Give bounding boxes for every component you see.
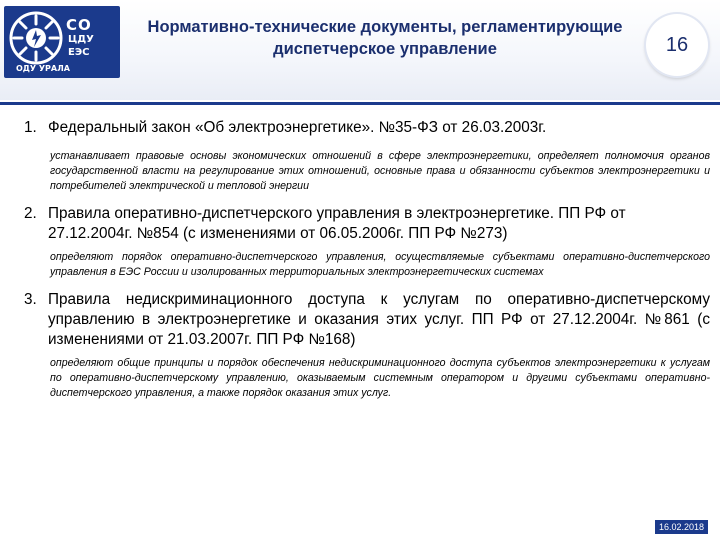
item-description: определяют общие принципы и порядок обеспечения недискриминационного доступа субъектов электроэнергетики к услугам по оперативно-диспетчерскому управлению, оказываемым системным оператором и другими субъектами оперативно-диспетчерского управления, а также порядок оказания этих услуг. <box>50 357 710 399</box>
slide-header <box>0 0 720 100</box>
list-item <box>24 118 710 194</box>
logo-text-ees: ЕЭС <box>68 47 90 58</box>
item-title: Федеральный закон «Об электроэнергетике». №35-ФЗ от 26.03.2003г. <box>48 119 547 136</box>
page-number-badge: 16 <box>646 14 708 76</box>
item-heading <box>24 290 710 350</box>
list-item <box>24 290 710 401</box>
item-description: определяют порядок оперативно-диспетчерского управления, осуществляемые субъектами оперативно-диспетчерского управления в ЕЭС России и изолированных территориальных электроэнергетических системах <box>50 251 710 278</box>
logo-text-cdu: ЦДУ <box>68 34 94 45</box>
documents-list <box>24 118 710 411</box>
item-title: Правила недискриминационного доступа к услугам по оперативно-диспетчерскому управлению в электроэнергетике и оказания этих услуг. ПП РФ от 27.12.2004г. №861 (с изменениями от 21.03.2007г. ПП РФ №168) <box>48 291 710 348</box>
header-divider <box>0 102 720 105</box>
item-heading <box>24 204 710 244</box>
item-number: 3. <box>24 291 37 308</box>
item-title: Правила оперативно-диспетчерского управления в электроэнергетике. ПП РФ от 27.12.2004г. №854 (с изменениями от 06.05.2006г. ПП РФ №273) <box>48 205 626 242</box>
company-logo <box>4 6 120 78</box>
slide-title: Нормативно-технические документы, регламентирующие диспетчерское управление <box>147 18 623 58</box>
logo-caption: ОДУ УРАЛА <box>16 64 70 73</box>
logo-emblem-icon <box>8 10 64 66</box>
logo-text-so: СО <box>66 16 92 34</box>
item-description: устанавливает правовые основы экономических отношений в сфере электроэнергетики, определяет полномочия органов государственной власти на регулирование этих отношений, основные права и обязанности субъектов электроэнергетики и потребителей электрической и тепловой энергии <box>50 150 710 192</box>
footer-date: 16.02.2018 <box>655 520 708 534</box>
item-number: 1. <box>24 119 37 136</box>
list-item <box>24 204 710 280</box>
item-heading <box>24 118 710 138</box>
item-number: 2. <box>24 205 37 222</box>
